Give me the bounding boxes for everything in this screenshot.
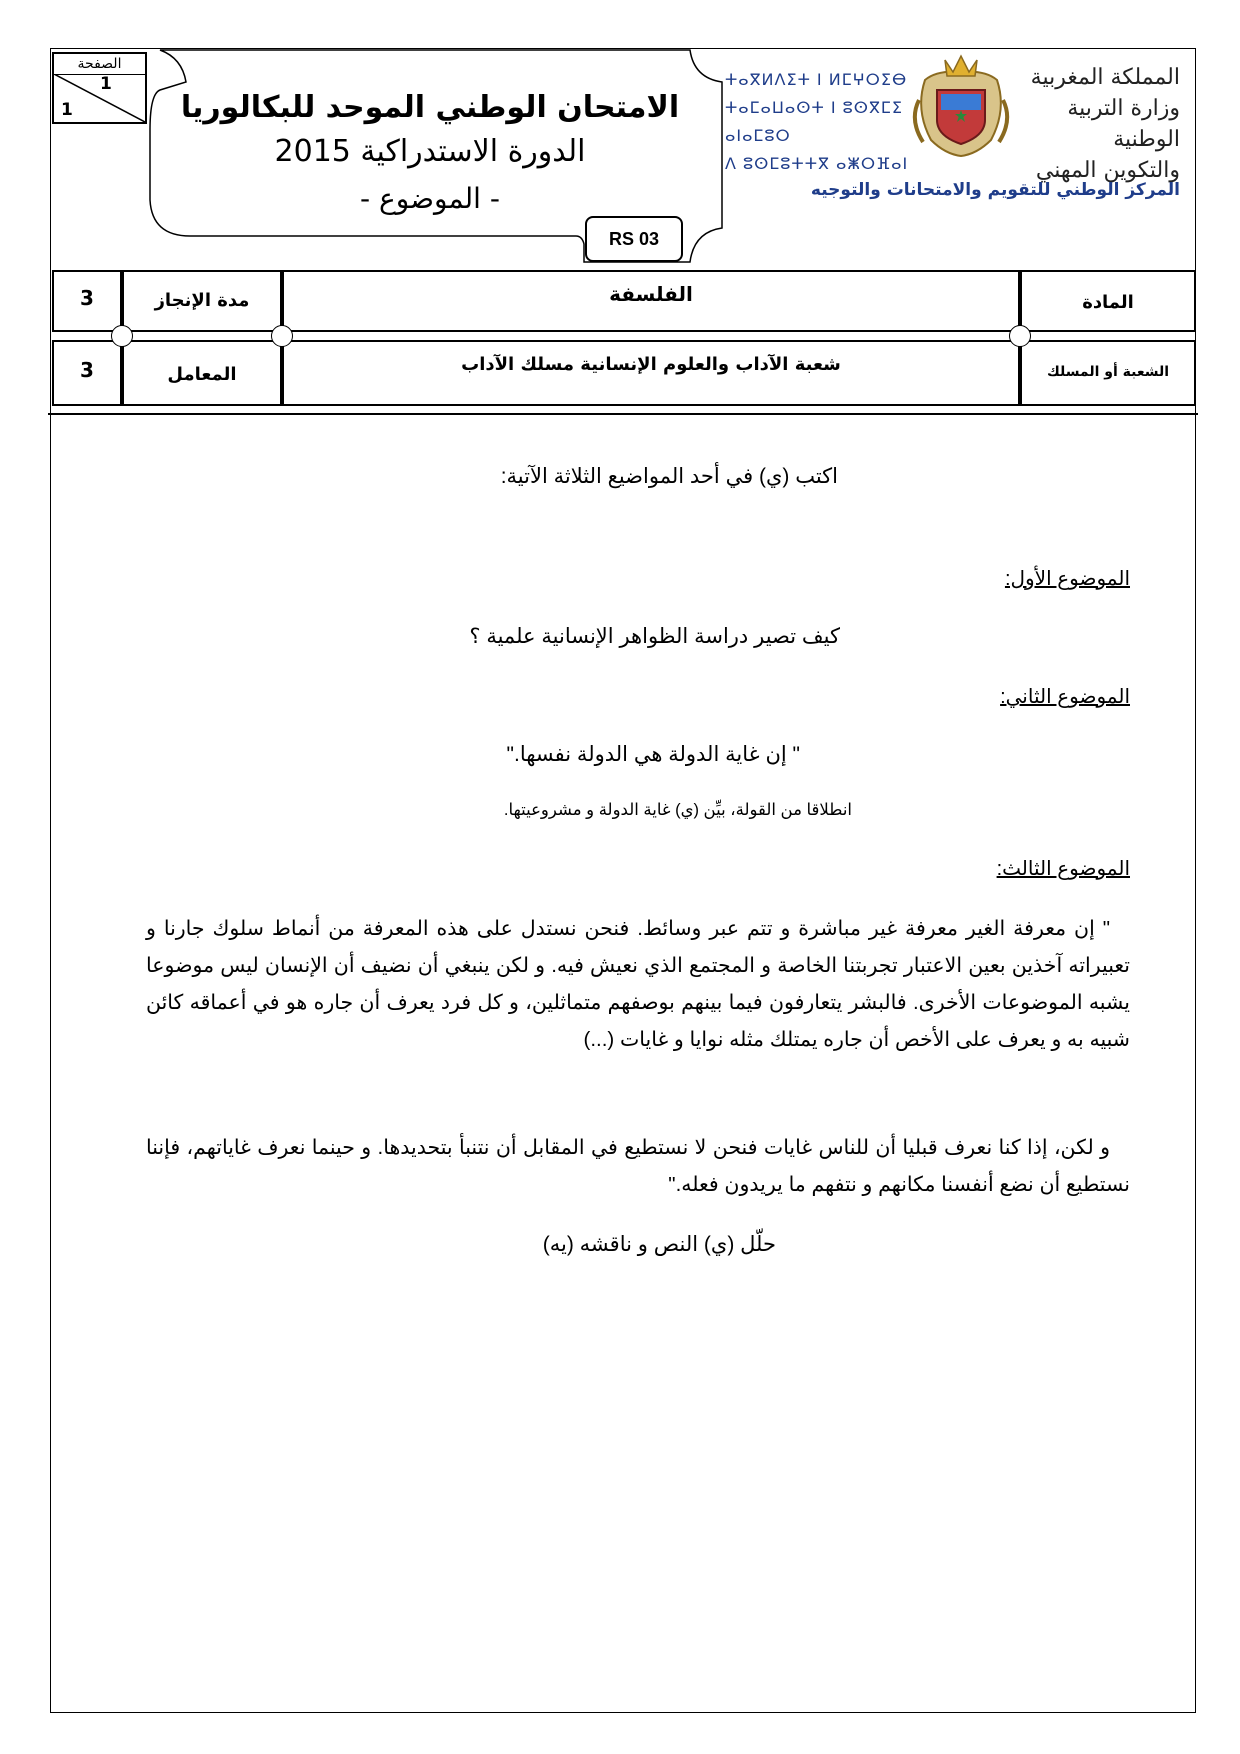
subject-label: - الموضوع - bbox=[360, 182, 500, 215]
exam-title: الامتحان الوطني الموحد للبكالوريا bbox=[180, 90, 680, 125]
kingdom-ministry-name bbox=[1010, 62, 1180, 186]
royal-emblem-icon bbox=[905, 50, 1017, 162]
exam-session: الدورة الاستدراكية 2015 bbox=[274, 134, 586, 169]
subject-value: الفلسفة bbox=[609, 282, 693, 306]
duration-label: مدة الإنجاز bbox=[154, 290, 250, 311]
table-knob bbox=[271, 325, 293, 347]
tifinagh-line-2: ⵜⴰⵎⴰⵡⴰⵙⵜ ⵏ ⵓⵙⴳⵎⵉ ⴰⵏⴰⵎⵓⵔ bbox=[725, 98, 903, 145]
branch-label: الشعبة أو المسلك bbox=[1046, 364, 1170, 380]
page-total: 1 bbox=[61, 100, 73, 120]
instruction: اكتب (ي) في أحد المواضيع الثلاثة الآتية: bbox=[500, 465, 838, 488]
tifinagh-line-1: ⵜⴰⴳⵍⴷⵉⵜ ⵏ ⵍⵎⵖⵔⵉⴱ bbox=[725, 70, 908, 89]
page-label: الصفحة bbox=[54, 54, 145, 75]
topic2-heading: الموضوع الثاني: bbox=[1000, 686, 1130, 708]
table-knob bbox=[1009, 325, 1031, 347]
topic3-task: حلّل (ي) النص و ناقشه (يه) bbox=[542, 1233, 776, 1256]
topic3-paragraph-2: و لكن، إذا كنا نعرف قبليا أن للناس غايات فنحن لا نستطيع في المقابل أن نتنبأ بتحديدها. و حينما نعرف غاياتهم، فإننا نستطيع أن نضع أنفسنا مكانهم و نتفهم ما يريدون فعله." bbox=[146, 1136, 1130, 1196]
page-current: 1 bbox=[100, 74, 112, 94]
coefficient-value: 3 bbox=[80, 358, 94, 382]
branch-value: شعبة الآداب والعلوم الإنسانية مسلك الآداب bbox=[461, 354, 841, 375]
tifinagh-line-3: ⴷ ⵓⵙⵎⵓⵜⵜⴳ ⴰⵥⵔⴼⴰⵏ bbox=[725, 154, 909, 173]
topic2-task: انطلاقا من القولة، بيِّن (ي) غاية الدولة و مشروعيتها. bbox=[503, 801, 852, 819]
topic1-question: كيف تصير دراسة الظواهر الإنسانية علمية ؟ bbox=[469, 625, 840, 648]
tifinagh-ministry bbox=[725, 66, 925, 178]
topic3-heading: الموضوع الثالث: bbox=[996, 858, 1130, 880]
topic2-quote: " إن غاية الدولة هي الدولة نفسها." bbox=[506, 743, 800, 766]
duration-value: 3 bbox=[80, 286, 94, 310]
kingdom-line-3: والتكوين المهني bbox=[1035, 158, 1180, 183]
table-knob bbox=[111, 325, 133, 347]
evaluation-center-name: المركز الوطني للتقويم والامتحانات والتوجيه bbox=[810, 180, 1180, 200]
page-number-box bbox=[52, 52, 147, 124]
topic1-heading: الموضوع الأول: bbox=[1004, 568, 1130, 590]
subject-label-text: المادة bbox=[1082, 292, 1134, 313]
kingdom-line-2: وزارة التربية الوطنية bbox=[1067, 96, 1180, 152]
exam-code: RS 03 bbox=[585, 216, 683, 262]
kingdom-line-1: المملكة المغربية bbox=[1030, 65, 1180, 90]
topic3-paragraph-1: " إن معرفة الغير معرفة غير مباشرة و تتم عبر وسائط. فنحن نستدل على هذه المعرفة من أنماط سلوك جارنا و تعبيراته آخذين بعين الاعتبار تجربتنا الخاصة و المجتمع الذي نعيش فيه. و لكن ينبغي أن نضيف أن الإنسان ليس موضوعا يشبه الموضوعات الأخرى. فالبشر يتعارفون فيما بينهم بوصفهم متماثلين، و كل فرد يعرف أن جاره هو في أعماقه كائن شبيه به و يعرف على الأخص أن جاره يمتلك مثله نوايا و غايات (...) bbox=[146, 917, 1130, 1051]
coefficient-label: المعامل bbox=[167, 364, 237, 385]
